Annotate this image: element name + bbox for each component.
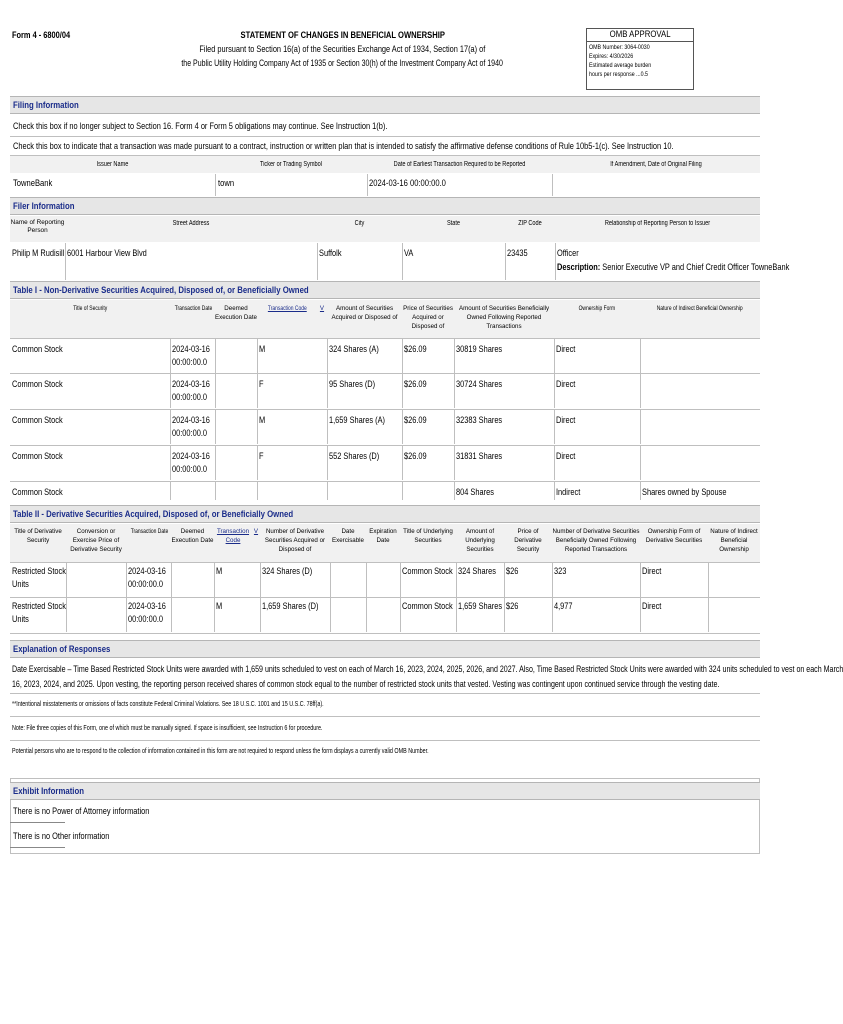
table-cell-divider <box>554 373 555 408</box>
state: VA <box>404 248 414 259</box>
table-cell-divider <box>504 597 505 632</box>
table-row-ownership: Direct <box>556 379 576 390</box>
table-row-time: 00:00:00.0 <box>172 357 208 368</box>
table-cell-divider <box>170 481 171 500</box>
table-cell-divider <box>454 445 455 480</box>
col-ticker: Ticker or Trading Symbol <box>259 161 323 168</box>
t2-col-following: Number of Derivative Securities Beneficially Owned Following Reported Transactions <box>552 528 640 553</box>
explanation-text-1: Date Exercisable – Time Based Restricted Stock Units were awarded with 1,659 units scheduled to vest on each of March 16, 2023, 2024, 2025, 2026, and 2027. Also, Time Based Restricted Stock Units were awarded with 324 units scheduled to vest on each March <box>12 664 843 675</box>
t1-col-ownership-text: Ownership Form <box>578 305 616 312</box>
table-row-title: Common Stock <box>12 344 63 355</box>
reporting-person-name: Philip M Rudisill <box>12 248 65 259</box>
table-cell-divider <box>554 445 555 480</box>
table-row-following: 31831 Shares <box>456 451 503 462</box>
note-omb-number: Potential persons who are to respond to the collection of information contained in this form are not required to respond unless the form displays a currently valid OMB Number. <box>12 746 429 755</box>
table-cell-divider <box>66 597 67 632</box>
table2-bottom-divider <box>10 633 760 634</box>
table-row-divider <box>10 373 760 374</box>
t2-col-price: Price of Derivative Security <box>514 528 542 553</box>
table-cell-divider <box>126 597 127 632</box>
t1-col-v-link[interactable]: V <box>319 305 325 312</box>
form-id: Form 4 - 6800/04 <box>12 30 71 41</box>
table-cell-divider <box>215 373 216 408</box>
t2-col-code-link[interactable]: Transaction Code <box>216 528 250 544</box>
table-row-price: $26.09 <box>404 379 427 390</box>
table-row-title-1: Restricted Stock <box>12 601 66 612</box>
table-row-title-2: Units <box>12 614 29 625</box>
table-cell-divider <box>400 597 401 632</box>
form-subtitle-2-text: the Public Utility Holding Company Act of 1935 or Section 30(h) of the Investment Company Act of 1940 <box>181 58 504 68</box>
table-cell-divider <box>640 373 641 408</box>
table-cell-divider <box>327 481 328 500</box>
table-row-divider <box>10 445 760 446</box>
filing-heading: Filing Information <box>13 100 79 111</box>
table-cell-divider <box>257 481 258 500</box>
table-row-underlying-title: Common Stock <box>402 601 453 612</box>
zip-code: 23435 <box>507 248 528 259</box>
table-cell-divider <box>640 445 641 480</box>
filer-section-header <box>10 197 760 215</box>
table-row-divider <box>10 597 760 598</box>
table-row-amount: 1,659 Shares (A) <box>329 415 386 426</box>
t1-col-nature <box>640 304 760 313</box>
t1-col-title-text: Title of Security <box>73 305 107 312</box>
table-row-price: $26.09 <box>404 415 427 426</box>
table-cell-divider <box>170 338 171 373</box>
table-cell-divider <box>257 338 258 373</box>
table-cell-divider <box>708 562 709 597</box>
table-cell-divider <box>402 338 403 373</box>
table-row-number: 1,659 Shares (D) <box>262 601 319 612</box>
table-row-underlying-amount: 1,659 Shares <box>458 601 503 612</box>
issuer-sep-1 <box>215 174 216 196</box>
table-row-date: 2024-03-16 <box>172 415 210 426</box>
t2-col-tdate <box>126 527 171 536</box>
t1-col-tdate-text: Transaction Date <box>174 305 213 312</box>
omb-number: OMB Number: 3064-0030 <box>589 44 650 51</box>
t2-col-underlying-amount: Amount of Underlying Securities <box>465 528 495 553</box>
t2-col-title: Title of Derivative Security <box>14 528 62 544</box>
table-row-code: M <box>216 566 223 577</box>
table-cell-divider <box>402 445 403 480</box>
filer-sep-4 <box>505 243 506 280</box>
table-cell-divider <box>640 481 641 500</box>
filer-heading: Filer Information <box>13 201 75 212</box>
table-row-following: 804 Shares <box>456 487 494 498</box>
col-earliest-date: Date of Earliest Transaction Required to be Reported <box>393 161 526 168</box>
table-cell-divider <box>66 562 67 597</box>
t1-col-following: Amount of Securities Beneficially Owned Following Reported Transactions <box>458 305 550 330</box>
col-amendment-date: If Amendment, Date of Original Filing <box>610 161 702 168</box>
description-label: Description: <box>557 262 601 273</box>
table-cell-divider <box>170 409 171 444</box>
t2-col-deemed: Deemed Execution Date <box>171 528 214 544</box>
explanation-divider-1 <box>10 693 760 694</box>
table-row-ownership: Direct <box>642 601 662 612</box>
table-cell-divider <box>170 373 171 408</box>
table-cell-divider <box>126 562 127 597</box>
filer-sep-5 <box>555 243 556 280</box>
table-row-title: Common Stock <box>12 415 63 426</box>
table2-heading: Table II - Derivative Securities Acquired, Disposed of, or Beneficially Owned <box>13 509 294 520</box>
explanation-divider-2 <box>10 716 760 717</box>
filing-section-header <box>10 96 760 114</box>
t2-col-v-link[interactable]: V <box>253 528 259 535</box>
form-subtitle-2 <box>130 58 555 68</box>
table-row-following: 30724 Shares <box>456 379 503 390</box>
filer-sep-1 <box>65 243 66 280</box>
table-cell-divider <box>215 338 216 373</box>
table-cell-divider <box>554 338 555 373</box>
table-cell-divider <box>454 481 455 500</box>
table-row-title: Common Stock <box>12 451 63 462</box>
table-cell-divider <box>214 597 215 632</box>
table-cell-divider <box>260 597 261 632</box>
form-subtitle-1 <box>150 44 535 54</box>
table-row-title: Common Stock <box>12 379 63 390</box>
table-cell-divider <box>257 409 258 444</box>
table-row-title: Common Stock <box>12 487 63 498</box>
table-cell-divider <box>215 481 216 500</box>
issuer-name: TowneBank <box>13 178 53 189</box>
relationship: Officer <box>557 248 579 259</box>
t2-col-ownership: Ownership Form of Derivative Securities <box>645 528 703 544</box>
table-cell-divider <box>214 562 215 597</box>
table-cell-divider <box>552 562 553 597</box>
table-row-ownership: Direct <box>556 415 576 426</box>
table-cell-divider <box>215 409 216 444</box>
table-row-time: 00:00:00.0 <box>128 579 164 590</box>
t2-col-v[interactable] <box>252 527 260 536</box>
t1-col-price: Price of Securities Acquired or Disposed of <box>403 305 453 330</box>
table-cell-divider <box>260 562 261 597</box>
table-cell-divider <box>456 562 457 597</box>
table-row-underlying-title: Common Stock <box>402 566 453 577</box>
table-row-ownership: Direct <box>642 566 662 577</box>
filer-sep-3 <box>402 243 403 280</box>
t1-col-title <box>10 304 170 313</box>
table-row-amount: 95 Shares (D) <box>329 379 376 390</box>
table-cell-divider <box>170 445 171 480</box>
t2-col-underlying-title: Title of Underlying Securities <box>403 528 453 544</box>
table-row-ownership: Direct <box>556 344 576 355</box>
table-cell-divider <box>708 597 709 632</box>
table-cell-divider <box>640 409 641 444</box>
explanation-text-2: 16, 2023, 2024, and 2025. Upon vesting, the reporting person received shares of common stock equal to the number of restricted stock units that vested. Vesting was contingent upon continued service through the vesting date. <box>12 679 720 690</box>
table-cell-divider <box>454 373 455 408</box>
table-row-number: 324 Shares (D) <box>262 566 313 577</box>
omb-divider <box>587 41 693 42</box>
col-street-address: Street Address <box>172 220 210 227</box>
table-cell-divider <box>366 597 367 632</box>
filing-divider-1 <box>10 136 760 137</box>
table-row-amount: 324 Shares (A) <box>329 344 379 355</box>
table-row-price: $26.09 <box>404 451 427 462</box>
street-address: 6001 Harbour View Blvd <box>67 248 147 259</box>
table-cell-divider <box>640 562 641 597</box>
table-cell-divider <box>554 481 555 500</box>
omb-heading <box>586 29 694 40</box>
table-cell-divider <box>171 597 172 632</box>
exhibit-divider <box>10 822 65 823</box>
table-row-code: F <box>259 379 264 390</box>
table-row-following: 4,977 <box>554 601 573 612</box>
table-cell-divider <box>402 373 403 408</box>
col-state: State <box>446 220 461 227</box>
exhibit-poa: There is no Power of Attorney information <box>13 806 150 817</box>
table-cell-divider <box>330 562 331 597</box>
table-cell-divider <box>456 597 457 632</box>
table1-heading: Table I - Non-Derivative Securities Acquired, Disposed of, or Beneficially Owned <box>13 285 309 296</box>
ticker-symbol: town <box>218 178 235 189</box>
t2-col-conversion: Conversion or Exercise Price of Derivative Security <box>70 528 122 553</box>
check-no-longer-subject: Check this box if no longer subject to Section 16. Form 4 or Form 5 obligations may continue. See Instruction 1(b). <box>13 121 388 132</box>
note-file-copies: Note: File three copies of this Form, one of which must be manually signed. If space is insufficient, see Instruction 6 for procedure. <box>12 723 323 732</box>
table-row-underlying-amount: 324 Shares <box>458 566 496 577</box>
table-row-date: 2024-03-16 <box>128 601 166 612</box>
form-title-text: STATEMENT OF CHANGES IN BENEFICIAL OWNERSHIP <box>240 30 445 41</box>
table-row-following: 323 <box>554 566 567 577</box>
t1-col-v[interactable] <box>317 304 327 313</box>
table-row-divider <box>10 562 760 563</box>
table-row-amount: 552 Shares (D) <box>329 451 380 462</box>
table-row-code: F <box>259 451 264 462</box>
table-cell-divider <box>257 373 258 408</box>
col-city: City <box>354 220 365 227</box>
table-row-code: M <box>259 415 266 426</box>
explanation-section-header <box>10 640 760 658</box>
table-cell-divider <box>366 562 367 597</box>
table-row-nature: Shares owned by Spouse <box>642 487 727 498</box>
table-row-time: 00:00:00.0 <box>172 464 208 475</box>
table-cell-divider <box>454 338 455 373</box>
table-cell-divider <box>327 445 328 480</box>
t1-col-deemed: Deemed Execution Date <box>215 305 257 321</box>
note-criminal-violations: **Intentional misstatements or omissions of facts constitute Federal Criminal Violations. See 18 U.S.C. 1001 and 15 U.S.C. 78ff(a). <box>12 699 324 708</box>
table-cell-divider <box>215 445 216 480</box>
table-row-price: $26.09 <box>404 344 427 355</box>
explanation-divider-3 <box>10 740 760 741</box>
check-10b5-1: Check this box to indicate that a transaction was made pursuant to a contract, instruction or written plan that is intended to satisfy the affirmative defense conditions of Rule 10b5-1(c). See Instruction 10. <box>13 141 674 152</box>
table-row-date: 2024-03-16 <box>172 379 210 390</box>
issuer-sep-3 <box>552 174 553 196</box>
table-cell-divider <box>402 481 403 500</box>
table-row-ownership: Indirect <box>556 487 581 498</box>
table-cell-divider <box>552 597 553 632</box>
table-cell-divider <box>640 338 641 373</box>
col-reporting-person: Name of Reporting Person <box>10 219 65 234</box>
table-row-code: M <box>216 601 223 612</box>
city: Suffolk <box>319 248 342 259</box>
table-row-divider <box>10 481 760 482</box>
omb-burden-1: Estimated average burden <box>589 62 652 69</box>
table-row-divider <box>10 338 760 339</box>
table-cell-divider <box>400 562 401 597</box>
col-zip: ZIP Code <box>518 220 542 227</box>
col-issuer-name: Issuer Name <box>96 161 129 168</box>
exhibit-divider-2 <box>10 847 65 848</box>
exhibit-heading: Exhibit Information <box>13 786 84 797</box>
exhibit-section-header <box>10 782 760 800</box>
table-row-title-2: Units <box>12 579 29 590</box>
t2-col-tdate-text: Transaction Date <box>130 528 169 535</box>
omb-burden-2: hours per response ...0.5 <box>589 71 648 78</box>
table-row-divider <box>10 409 760 410</box>
table-row-price: $26 <box>506 601 519 612</box>
table-row-code: M <box>259 344 266 355</box>
table-cell-divider <box>640 597 641 632</box>
t1-col-code-link[interactable]: Transaction Code <box>267 305 307 312</box>
t2-col-number: Number of Derivative Securities Acquired or Disposed of <box>264 528 326 553</box>
issuer-sep-2 <box>367 174 368 196</box>
table-cell-divider <box>171 562 172 597</box>
omb-heading-text: OMB APPROVAL <box>609 29 671 40</box>
filer-sep-2 <box>317 243 318 280</box>
table-cell-divider <box>454 409 455 444</box>
table-cell-divider <box>327 409 328 444</box>
table-cell-divider <box>327 338 328 373</box>
table-row-date: 2024-03-16 <box>172 451 210 462</box>
table-row-time: 00:00:00.0 <box>172 428 208 439</box>
table-row-time: 00:00:00.0 <box>128 614 164 625</box>
table-row-title-1: Restricted Stock <box>12 566 66 577</box>
col-relationship: Relationship of Reporting Person to Issuer <box>604 220 711 227</box>
t2-col-expiration: Expiration Date <box>369 528 397 544</box>
form-title <box>170 30 515 41</box>
table-cell-divider <box>257 445 258 480</box>
table-row-following: 30819 Shares <box>456 344 503 355</box>
omb-expires: Expires: 4/30/2026 <box>589 53 634 60</box>
table-row-date: 2024-03-16 <box>128 566 166 577</box>
table-row-date: 2024-03-16 <box>172 344 210 355</box>
table-cell-divider <box>554 409 555 444</box>
t2-col-nature: Nature of Indirect Beneficial Ownership <box>710 528 758 553</box>
table-row-time: 00:00:00.0 <box>172 392 208 403</box>
earliest-date: 2024-03-16 00:00:00.0 <box>369 178 446 189</box>
exhibit-other: There is no Other information <box>13 831 110 842</box>
explanation-heading: Explanation of Responses <box>13 644 111 655</box>
table-row-ownership: Direct <box>556 451 576 462</box>
description-text: Senior Executive VP and Chief Credit Officer TowneBank <box>602 262 790 273</box>
t1-col-nature-text: Nature of Indirect Beneficial Ownership <box>657 305 743 312</box>
t1-col-ownership <box>554 304 640 313</box>
table-row-following: 32383 Shares <box>456 415 503 426</box>
table-cell-divider <box>504 562 505 597</box>
table-cell-divider <box>330 597 331 632</box>
table-cell-divider <box>402 409 403 444</box>
t2-col-exercisable: Date Exercisable <box>332 528 364 544</box>
table-row-price: $26 <box>506 566 519 577</box>
t1-col-amount: Amount of Securities Acquired or Disposed of <box>331 305 398 321</box>
t1-col-code[interactable] <box>257 304 317 313</box>
t2-col-code[interactable] <box>214 527 252 545</box>
form-subtitle-1-text: Filed pursuant to Section 16(a) of the Securities Exchange Act of 1934, Section 17(a) of <box>199 44 486 54</box>
table-cell-divider <box>327 373 328 408</box>
t1-col-tdate <box>170 304 215 313</box>
relationship-description <box>557 262 789 273</box>
